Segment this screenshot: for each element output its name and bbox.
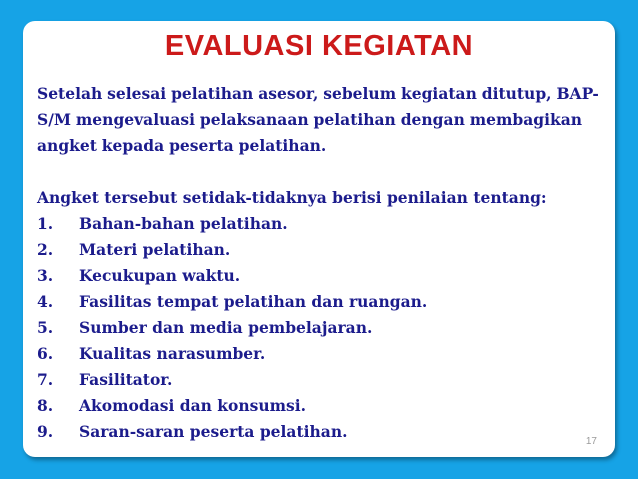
list-item	[37, 211, 605, 237]
list-item-text: Kecukupan waktu.	[79, 266, 241, 285]
slide-title: EVALUASI KEGIATAN	[164, 30, 474, 62]
list-item	[37, 315, 605, 341]
list-item-number: 6.	[37, 344, 54, 363]
list-item-text: Kualitas narasumber.	[79, 344, 266, 363]
list-item-text: Fasilitas tempat pelatihan dan ruangan.	[79, 292, 428, 311]
list-item-number: 1.	[37, 214, 54, 233]
list-item-number: 7.	[37, 370, 54, 389]
list-item-number: 2.	[37, 240, 54, 259]
list-item-text: Bahan-bahan pelatihan.	[79, 214, 288, 233]
list-item-text: Akomodasi dan konsumsi.	[79, 396, 307, 415]
list-item-text: Fasilitator.	[79, 370, 173, 389]
list-item-text: Sumber dan media pembelajaran.	[79, 318, 373, 337]
slide-body	[37, 81, 605, 445]
list-item	[37, 393, 605, 419]
list-item-text: Saran-saran peserta pelatihan.	[79, 422, 348, 441]
list-item	[37, 237, 605, 263]
list-item	[37, 367, 605, 393]
slide-card	[23, 21, 615, 457]
list-lead-text: Angket tersebut setidak-tidaknya berisi penilaian tentang:	[37, 188, 547, 207]
list-item-text: Materi pelatihan.	[79, 240, 231, 259]
list-item-number: 4.	[37, 292, 54, 311]
list-item-number: 9.	[37, 422, 54, 441]
list-item	[37, 419, 605, 445]
intro-paragraph: Setelah selesai pelatihan asesor, sebelum kegiatan ditutup, BAP-S/M mengevaluasi pelaksanaan pelatihan dengan membagikan angket kepada peserta pelatihan.	[37, 84, 599, 155]
evaluation-topics-list	[37, 211, 605, 445]
list-item	[37, 289, 605, 315]
page-number: 17	[585, 436, 597, 447]
list-item-number: 3.	[37, 266, 54, 285]
list-item-number: 8.	[37, 396, 54, 415]
list-item	[37, 341, 605, 367]
list-item	[37, 263, 605, 289]
paragraph-spacer	[37, 159, 605, 185]
list-item-number: 5.	[37, 318, 54, 337]
